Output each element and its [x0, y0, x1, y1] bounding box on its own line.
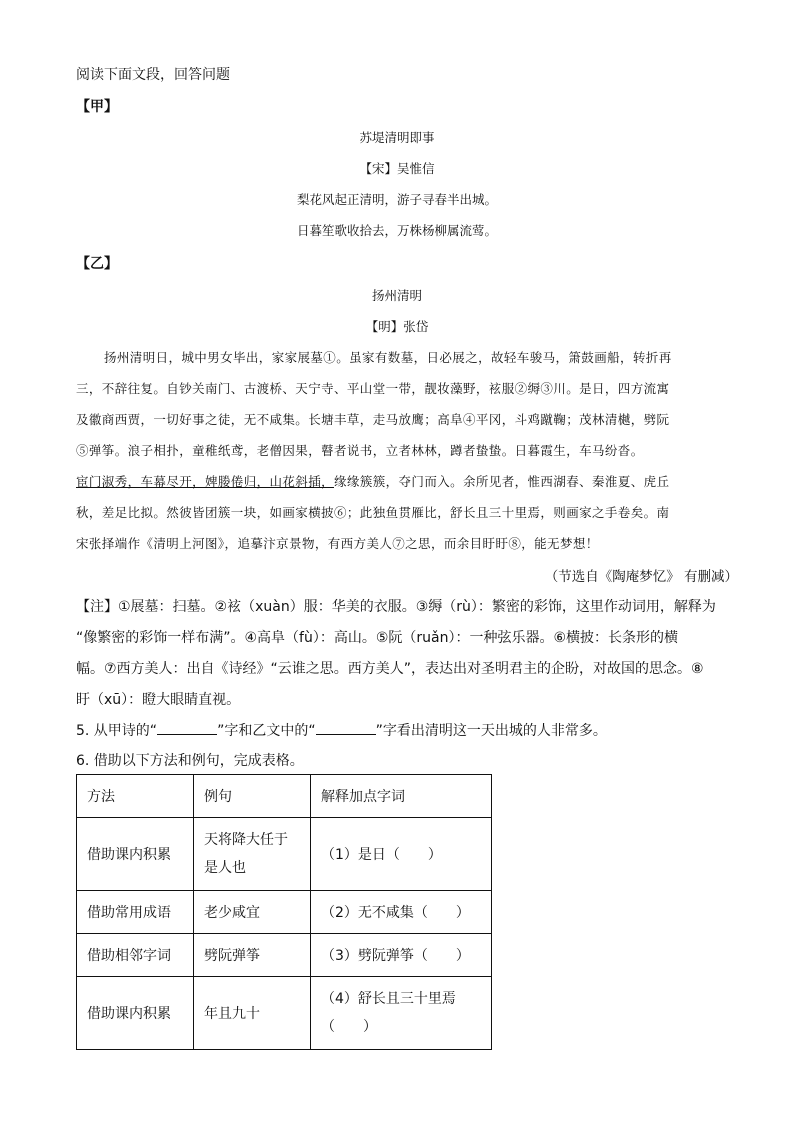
q5-blank-2[interactable] [316, 720, 376, 735]
intro-text: 阅读下面文段，回答问题 [76, 67, 230, 83]
note-line-4: 盱（xū）：瞪大眼睛直视。 [76, 692, 241, 708]
jia-title: 苏堤清明即事 [359, 130, 435, 145]
jia-line-2: 日暮笙歌收拾去，万株杨柳属流莺。 [296, 223, 497, 238]
yi-para-line-5 [76, 472, 716, 490]
table-row [77, 818, 492, 891]
row-3-method: 借助相邻字词 [77, 934, 194, 977]
jia-label: 【甲】 [76, 99, 118, 115]
q5-blank-1[interactable] [157, 720, 217, 735]
table-header-row [77, 775, 492, 818]
table-row [77, 934, 492, 977]
note-line-1: 【注】①展墓：扫墓。②袨（xuàn）服：华美的衣服。③缛（rù）：繁密的彩饰，这里作动词用，解释为 [76, 599, 716, 615]
question-5 [76, 720, 607, 740]
yi-title: 扬州清明 [371, 288, 422, 303]
yi-para-line-4 [76, 441, 716, 459]
table-row [77, 977, 492, 1050]
header-example: 例句 [194, 775, 311, 818]
row-1-method: 借助课内积累 [77, 818, 194, 891]
table-row [77, 891, 492, 934]
jia-line-1: 梨花风起正清明，游子寻春半出城。 [296, 192, 497, 207]
yi-para-line-7: 宋张择端作《清明上河图》，追摹汴京景物，有西方美人⑦之思，而余目盱盱⑧，能无梦想！ [76, 536, 599, 551]
q5-mid: ”字和乙文中的“ [217, 723, 316, 739]
yi-label: 【乙】 [76, 256, 118, 272]
note-line-2: “像繁密的彩饰一样布满”。④高阜（fù）：高山。⑤阮（ruǎn）：一种弦乐器。⑥横披：长条形的横 [76, 630, 679, 646]
source-citation: （节选自《陶庵梦忆》 有删减） [544, 569, 738, 585]
row-1-example: 天将降大任于是人也 [194, 818, 311, 891]
header-method: 方法 [77, 775, 194, 818]
underlined-phrase: 宦门淑秀，车幕尽开，婢媵倦归，山花斜插， [76, 474, 335, 489]
row-3-example: 劈阮弹筝 [194, 934, 311, 977]
yi-author: 【明】张岱 [365, 319, 429, 334]
row-4-example: 年且九十 [194, 977, 311, 1050]
row-4-method: 借助课内积累 [77, 977, 194, 1050]
question-6: 6. 借助以下方法和例句，完成表格。 [76, 753, 304, 769]
row-4-item[interactable]: （4）舒长且三十里焉（ ） [311, 977, 492, 1050]
row-1-item[interactable]: （1）是日（ ） [311, 818, 492, 891]
yi-para-line-5-text: 缘缘簇簇，夺门而入。余所见者，惟西湖春、秦淮夏、虎丘 [334, 474, 670, 489]
q5-prefix: 5. 从甲诗的“ [76, 723, 158, 739]
yi-para-line-2: 三，不辞往复。自钞关南门、古渡桥、天宁寺、平山堂一带，靓妆藻野，袨服②缛③川。是日，四方流寓 [76, 381, 670, 396]
row-2-item[interactable]: （2）无不咸集（ ） [311, 891, 492, 934]
note-line-3: 幅。⑦西方美人：出自《诗经》“云谁之思。西方美人”，表达出对圣明君主的企盼，对故国的思念。⑧ [76, 661, 704, 677]
answer-table [76, 774, 492, 1050]
row-2-example: 老少咸宜 [194, 891, 311, 934]
yi-para-line-1: 扬州清明日，城中男女毕出，家家展墓①。虽家有数墓，日必展之，故轻车骏马，箫鼓画船，转折再 [104, 350, 672, 365]
yi-para-line-3: 及徽商西贾，一切好事之徒，无不咸集。长塘丰草，走马放鹰；高阜④平冈，斗鸡蹴鞠；茂林清樾，劈阮 [76, 412, 670, 427]
header-explain: 解释加点字词 [311, 775, 492, 818]
row-3-item[interactable]: （3）劈阮弹筝（ ） [311, 934, 492, 977]
yi-para-line-4-text: ⑤弹筝。浪子相扑，童稚纸鸢，老僧因果，瞽者说书，立者林林，蹲者蛰蛰。日暮霞生，车马纷沓。 [76, 443, 644, 458]
row-2-method: 借助常用成语 [77, 891, 194, 934]
jia-author: 【宋】吴惟信 [359, 161, 435, 176]
q5-suffix: ”字看出清明这一天出城的人非常多。 [375, 723, 607, 739]
yi-para-line-6: 秋，差足比拟。然彼皆团簇一块，如画家横披⑥；此独鱼贯雁比，舒长且三十里焉，则画家之手卷矣。南 [76, 505, 670, 520]
